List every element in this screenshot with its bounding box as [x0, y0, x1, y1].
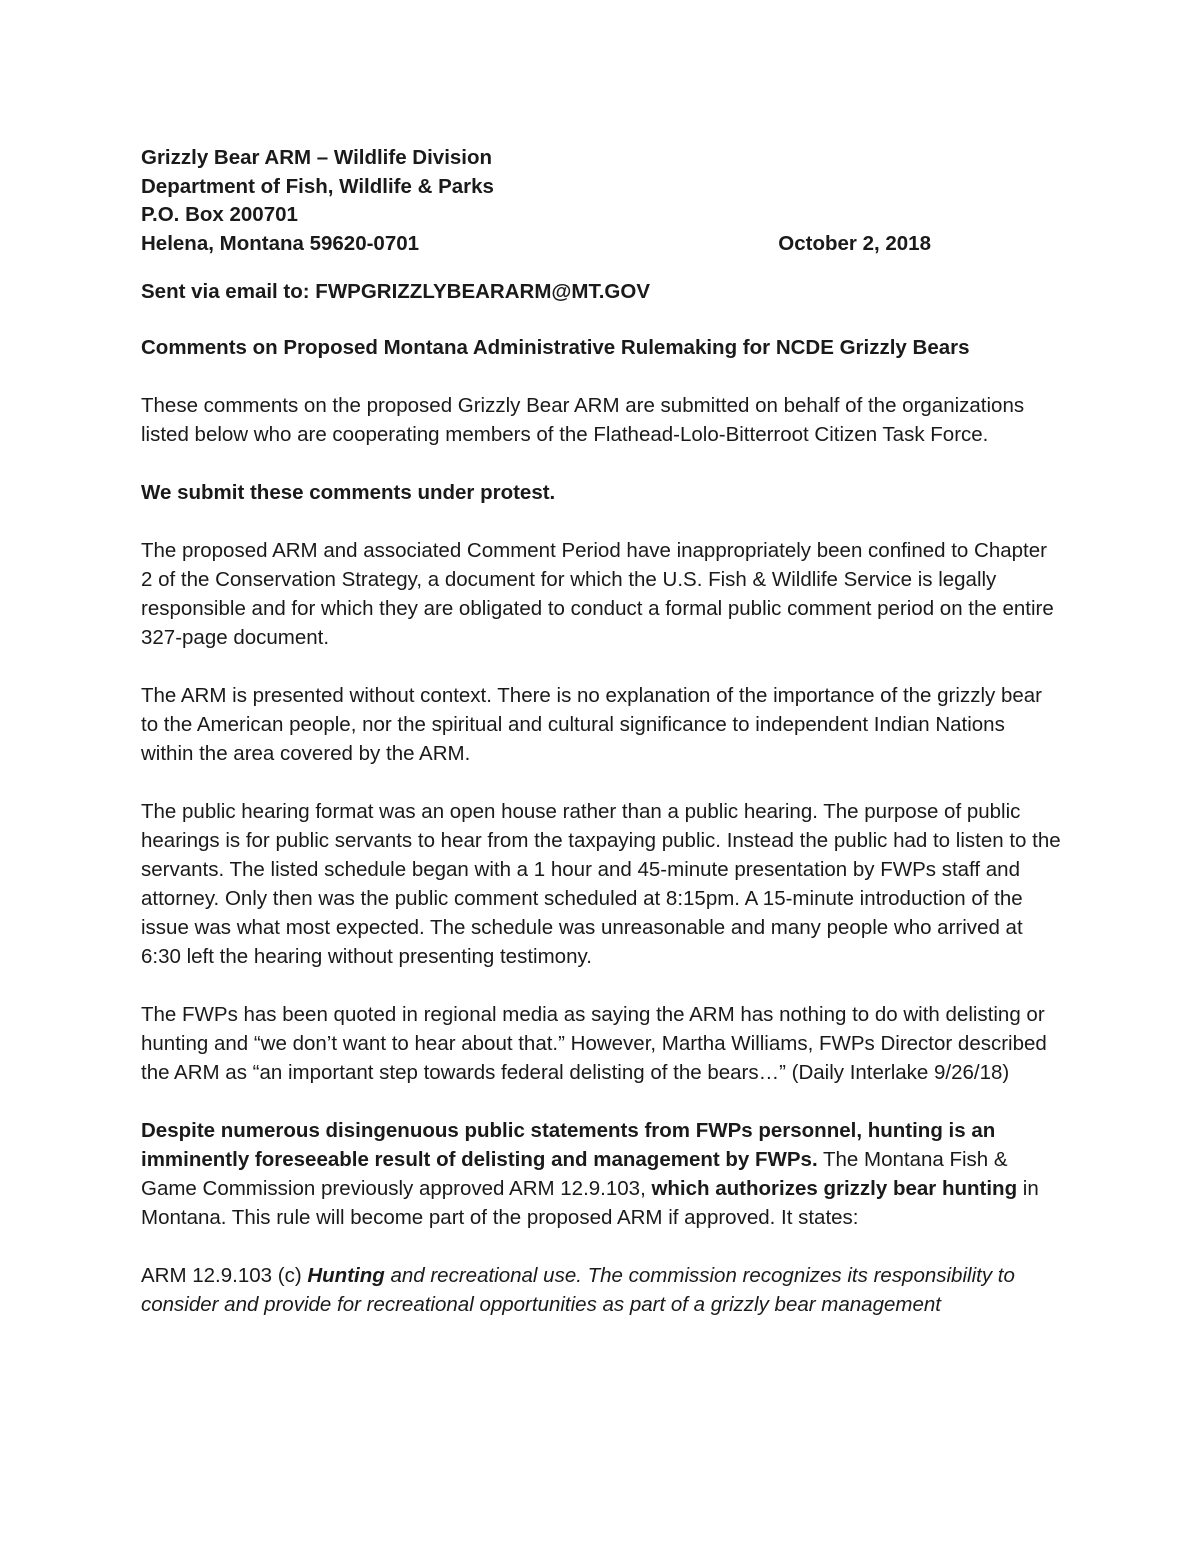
- intro-paragraph: These comments on the proposed Grizzly Bear ARM are submitted on behalf of the organizations listed below who are cooperating members of the Flathead-Lolo-Bitterroot Citizen Task Force.: [141, 394, 1025, 446]
- address-line-1: Grizzly Bear ARM – Wildlife Division: [141, 146, 493, 169]
- address-line-4: Helena, Montana 59620-0701 October 2, 2018: [141, 229, 1061, 258]
- arm-quote-text: and recreational use. The commission recognizes its responsibility to consider and provide for recreational opportunities as part of a grizzly bear management: [141, 1264, 1015, 1316]
- paragraph-media-quote: The FWPs has been quoted in regional media as saying the ARM has nothing to do with delisting or hunting and “we don’t want to hear about that.” However, Martha Williams, FWPs Director described the ARM as “an important step towards federal delisting of the bears…” (Daily Interlake 9/26/18): [141, 1003, 1047, 1084]
- address-block: [141, 143, 1061, 257]
- protest-statement: We submit these comments under protest.: [141, 481, 556, 504]
- address-line-3: P.O. Box 200701: [141, 203, 298, 226]
- paragraph-hearing-format: The public hearing format was an open house rather than a public hearing. The purpose of public hearings is for public servants to hear from the taxpaying public. Instead the public had to listen to the servants. The listed schedule began with a 1 hour and 45-minute presentation by FWPs staff and attorney. Only then was the public comment scheduled at 8:15pm. A 15-minute introduction of the issue was what most expected. The schedule was unreasonable and many people who arrived at 6:30 left the hearing without presenting testimony.: [141, 800, 1061, 968]
- subject-line: Comments on Proposed Montana Administrative Rulemaking for NCDE Grizzly Bears: [141, 336, 970, 359]
- hunting-authorization-bold: which authorizes grizzly bear hunting: [651, 1177, 1018, 1200]
- address-line-2: Department of Fish, Wildlife & Parks: [141, 174, 494, 198]
- arm-reference: ARM 12.9.103 (c): [141, 1264, 308, 1287]
- paragraph-arm-quote: [141, 1261, 1061, 1319]
- letter-date: October 2, 2018: [778, 231, 931, 255]
- sent-via-line: Sent via email to: FWPGRIZZLYBEARARM@MT.GOV: [141, 280, 650, 303]
- hunting-bold-statement: Despite numerous disingenuous public statements from FWPs personnel, hunting is an imminently foreseeable result of delisting and management by FWPs.: [141, 1119, 996, 1171]
- paragraph-hunting: Despite numerous disingenuous public statements from FWPs personnel, hunting is an imminently foreseeable result of delisting and management by FWPs. The Montana Fish & Game Commission previously approved ARM 12.9.103, which authorizes grizzly bear hunting in Montana. This rule will become part of the proposed ARM if approved. It states:: [141, 1119, 1039, 1229]
- paragraph-comment-period: The proposed ARM and associated Comment Period have inappropriately been confined to Chapter 2 of the Conservation Strategy, a document for which the U.S. Fish & Wildlife Service is legally responsible and for which they are obligated to conduct a formal public comment period on the entire 327-page document.: [141, 539, 1054, 649]
- hunting-heading: Hunting: [307, 1264, 385, 1287]
- letter-page: [141, 143, 1061, 1319]
- paragraph-context: The ARM is presented without context. There is no explanation of the importance of the grizzly bear to the American people, nor the spiritual and cultural significance to independent Indian Nations within the area covered by the ARM.: [141, 684, 1042, 765]
